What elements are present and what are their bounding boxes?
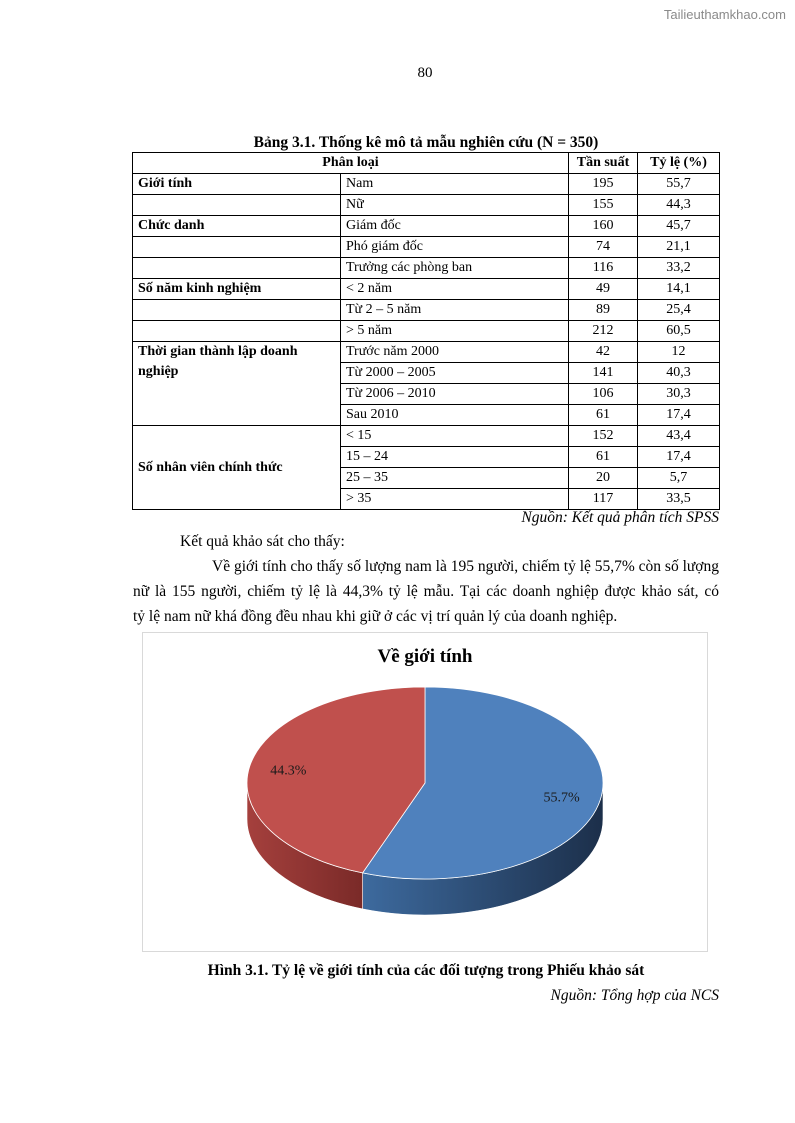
row-item: Từ 2006 – 2010 xyxy=(341,384,569,405)
group-label-position: Chức danh xyxy=(133,216,341,237)
row-pct: 55,7 xyxy=(638,174,720,195)
table-row xyxy=(133,216,720,237)
row-item: < 2 năm xyxy=(341,279,569,300)
row-freq: 20 xyxy=(569,468,638,489)
row-pct: 17,4 xyxy=(638,447,720,468)
row-pct: 60,5 xyxy=(638,321,720,342)
row-pct: 30,3 xyxy=(638,384,720,405)
table-row xyxy=(133,426,720,447)
row-freq: 89 xyxy=(569,300,638,321)
pie-label-Nam: 55.7% xyxy=(543,790,580,806)
table-title: Bảng 3.1. Thống kê mô tả mẫu nghiên cứu (N = 350) xyxy=(253,134,599,151)
row-item: Nữ xyxy=(341,195,569,216)
row-item: Trưởng các phòng ban xyxy=(341,258,569,279)
table-row xyxy=(133,342,720,363)
row-pct: 43,4 xyxy=(638,426,720,447)
row-freq: 212 xyxy=(569,321,638,342)
row-freq: 152 xyxy=(569,426,638,447)
row-freq: 61 xyxy=(569,447,638,468)
table-row xyxy=(133,300,720,321)
row-pct: 25,4 xyxy=(638,300,720,321)
row-item: > 35 xyxy=(341,489,569,510)
row-freq: 160 xyxy=(569,216,638,237)
row-freq: 106 xyxy=(569,384,638,405)
empty-cell xyxy=(133,300,341,321)
pie-chart xyxy=(142,632,708,952)
table-row xyxy=(133,237,720,258)
group-label-employees: Số nhân viên chính thức xyxy=(133,426,341,510)
figure-caption: Hình 3.1. Tỷ lệ về giới tính của các đối tượng trong Phiếu khảo sát xyxy=(207,962,645,979)
row-pct: 33,2 xyxy=(638,258,720,279)
row-pct: 33,5 xyxy=(638,489,720,510)
paragraph-line-3: tỷ lệ nam nữ khá đồng đều nhau khi giữ ở các vị trí quản lý của doanh nghiệp. xyxy=(133,608,618,625)
group-label-founding: Thời gian thành lập doanh nghiệp xyxy=(133,342,341,426)
group-label-gender: Giới tính xyxy=(133,174,341,195)
table-row xyxy=(133,195,720,216)
row-freq: 141 xyxy=(569,363,638,384)
figure-source: Nguồn: Tổng hợp của NCS xyxy=(550,987,719,1004)
row-pct: 12 xyxy=(638,342,720,363)
row-freq: 155 xyxy=(569,195,638,216)
row-freq: 61 xyxy=(569,405,638,426)
row-pct: 21,1 xyxy=(638,237,720,258)
table-row xyxy=(133,321,720,342)
group-label-experience: Số năm kinh nghiệm xyxy=(133,279,341,300)
header-percent: Tỷ lệ (%) xyxy=(638,153,720,174)
table-row xyxy=(133,279,720,300)
paragraph-line-1: Về giới tính cho thấy số lượng nam là 195 người, chiếm tỷ lệ 55,7% còn số lượng xyxy=(212,558,719,575)
table-row xyxy=(133,258,720,279)
paragraph-line-2: nữ là 155 người, chiếm tỷ lệ là 44,3% tỷ lệ mẫu. Tại các doanh nghiệp được khảo sát, có xyxy=(133,583,719,600)
row-pct: 40,3 xyxy=(638,363,720,384)
chart-title: Về giới tính xyxy=(377,646,473,667)
table-source: Nguồn: Kết quả phân tích SPSS xyxy=(521,509,719,526)
row-freq: 42 xyxy=(569,342,638,363)
row-pct: 5,7 xyxy=(638,468,720,489)
row-item: Từ 2 – 5 năm xyxy=(341,300,569,321)
row-item: 15 – 24 xyxy=(341,447,569,468)
row-pct: 17,4 xyxy=(638,405,720,426)
row-freq: 49 xyxy=(569,279,638,300)
row-item: Phó giám đốc xyxy=(341,237,569,258)
empty-cell xyxy=(133,258,341,279)
watermark: Tailieuthamkhao.com xyxy=(663,7,786,22)
row-item: Nam xyxy=(341,174,569,195)
empty-cell xyxy=(133,321,341,342)
pie-chart-svg xyxy=(143,633,707,951)
row-freq: 195 xyxy=(569,174,638,195)
header-category: Phân loại xyxy=(133,153,569,174)
row-pct: 14,1 xyxy=(638,279,720,300)
row-pct: 45,7 xyxy=(638,216,720,237)
header-frequency: Tần suất xyxy=(569,153,638,174)
empty-cell xyxy=(133,237,341,258)
empty-cell xyxy=(133,195,341,216)
row-item: Giám đốc xyxy=(341,216,569,237)
row-freq: 116 xyxy=(569,258,638,279)
row-pct: 44,3 xyxy=(638,195,720,216)
stats-table xyxy=(132,152,720,510)
row-item: Từ 2000 – 2005 xyxy=(341,363,569,384)
table-row xyxy=(133,174,720,195)
row-item: Trước năm 2000 xyxy=(341,342,569,363)
row-freq: 117 xyxy=(569,489,638,510)
intro-text: Kết quả khảo sát cho thấy: xyxy=(180,533,345,550)
row-item: > 5 năm xyxy=(341,321,569,342)
table-header-row xyxy=(133,153,720,174)
row-freq: 74 xyxy=(569,237,638,258)
page-number: 80 xyxy=(417,65,433,81)
row-item: Sau 2010 xyxy=(341,405,569,426)
row-item: < 15 xyxy=(341,426,569,447)
pie-label-Nữ: 44.3% xyxy=(270,763,307,779)
row-item: 25 – 35 xyxy=(341,468,569,489)
